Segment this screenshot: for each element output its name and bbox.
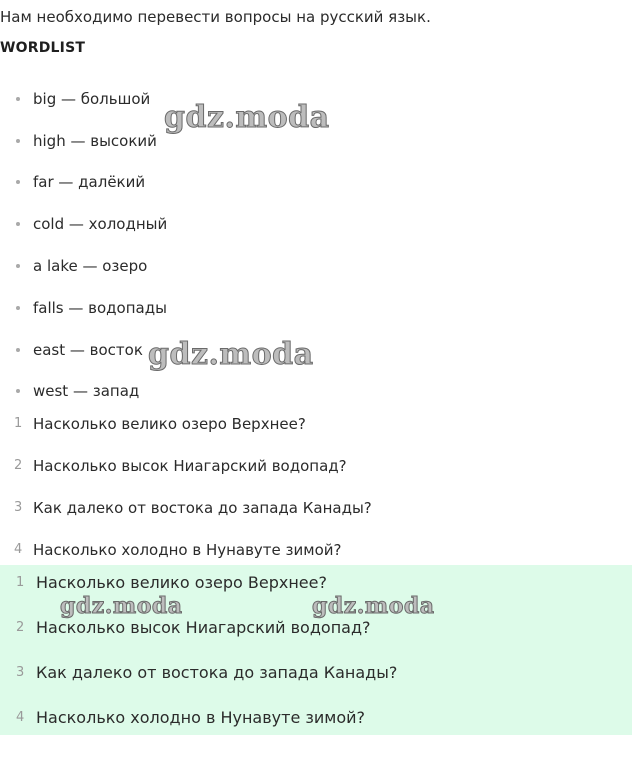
bullet-icon [16,139,20,143]
answer-number: 2 [16,620,25,635]
wordlist-item-text: falls — водопады [33,298,167,317]
question-number: 3 [14,500,23,515]
question-number: 1 [14,416,23,431]
wordlist-item-text: high — высокий [33,131,157,150]
answer-text: Насколько велико озеро Верхнее? [36,573,327,592]
watermark-logo: gdz.moda [164,100,330,135]
answer-text: Как далеко от востока до запада Канады? [36,663,398,682]
question-text: Как далеко от востока до запада Канады? [33,499,372,517]
bullet-icon [16,389,20,393]
watermark-logo: gdz.moda [312,593,435,619]
wordlist-item-text: west — запад [33,382,140,401]
question-text: Насколько велико озеро Верхнее? [33,415,306,433]
wordlist-item-text: east — восток [33,340,143,359]
question-number: 2 [14,458,23,473]
answer-number: 4 [16,710,25,725]
wordlist-item-text: big — большой [33,89,151,108]
answer-box [0,565,632,735]
intro-text: Нам необходимо перевести вопросы на русский язык. [0,8,431,26]
bullet-icon [16,222,20,226]
wordlist-item-text: cold — холодный [33,215,168,234]
question-text: Насколько холодно в Нунавуте зимой? [33,541,342,559]
watermark-logo: gdz.moda [148,337,314,372]
answer-text: Насколько высок Ниагарский водопад? [36,618,371,637]
watermark-logo: gdz.moda [60,593,183,619]
wordlist-heading: WORDLIST [0,40,86,56]
bullet-icon [16,180,20,184]
bullet-icon [16,264,20,268]
question-text: Насколько высок Ниагарский водопад? [33,457,347,475]
answer-text: Насколько холодно в Нунавуте зимой? [36,708,366,727]
bullet-icon [16,306,20,310]
answer-number: 1 [16,575,25,590]
bullet-icon [16,97,20,101]
question-number: 4 [14,542,23,557]
wordlist-item-text: far — далёкий [33,173,146,192]
bullet-icon [16,348,20,352]
wordlist-item-text: a lake — озеро [33,257,148,276]
answer-number: 3 [16,665,25,680]
